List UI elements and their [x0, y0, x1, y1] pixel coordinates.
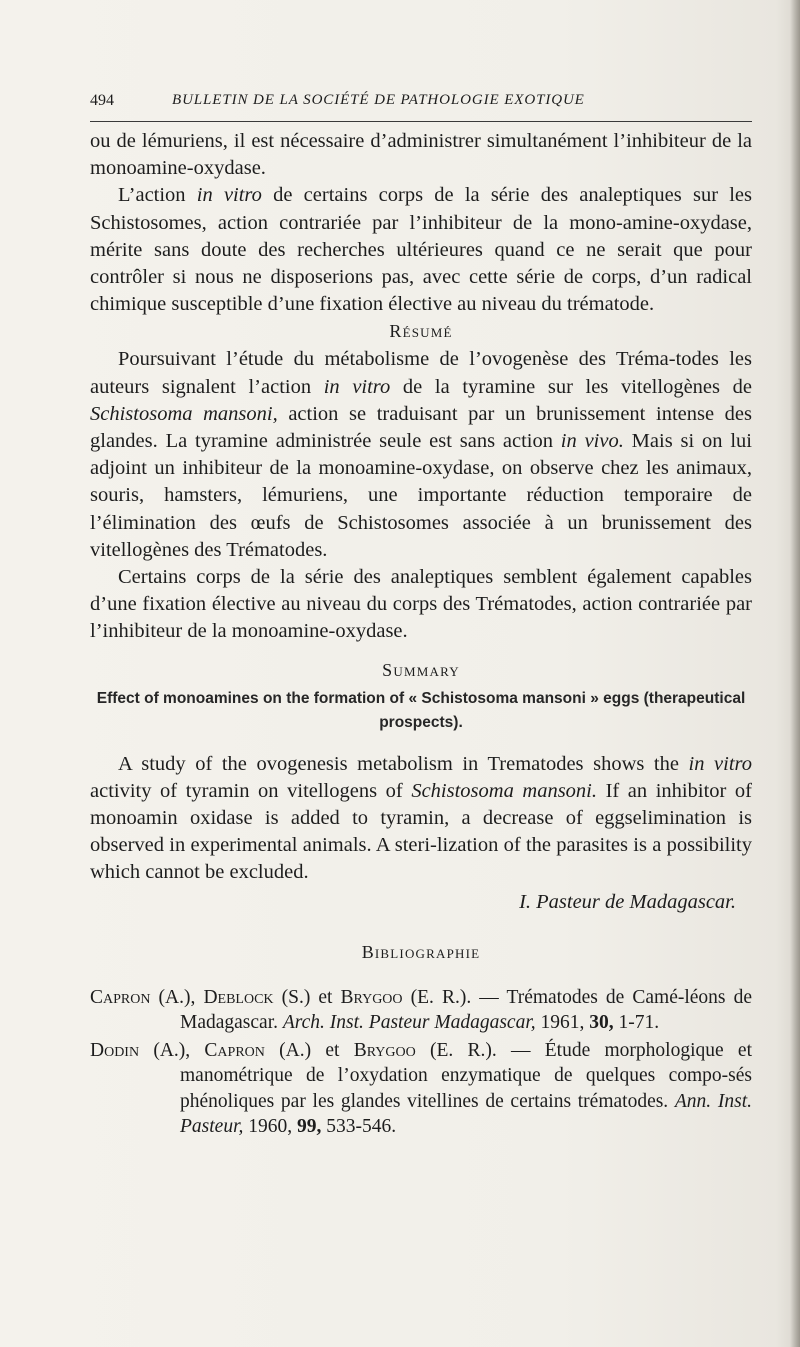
italic-run: Schistosoma mansoni, [90, 402, 278, 425]
text-run: (A.), [150, 986, 204, 1008]
bibliography-heading: Bibliographie [361, 941, 481, 962]
text-run: action se traduisant par un brunissement intense des glandes. La tyramine administrée seule est sans action [90, 402, 752, 453]
text-run: (E. R.). — Étude morphologique et manométrique de l’oxydation enzymatique de quelques compo-sés phénoliques par les glandes vitellines de certains trématodes. [180, 1039, 752, 1112]
text-run: (A.) et [264, 1039, 354, 1061]
journal-name: Arch. Inst. Pasteur Madagascar, [282, 1012, 536, 1034]
italic-run: in vivo. [560, 430, 624, 453]
author-affiliation: I. Pasteur de Madagascar. [519, 890, 736, 913]
text-run: activity of tyramin on vitellogens of [90, 779, 412, 802]
resume-paragraph-1 [90, 346, 752, 564]
volume-number: 99, [297, 1116, 322, 1138]
page-edge-shadow [790, 0, 800, 1347]
italic-run: Schistosoma mansoni. [411, 779, 597, 802]
text-run: de certains corps de la série des analeptiques sur les Schistosomes, action contrariée par l’inhibiteur de la mono-amine-oxydase, mérite sans doute des recherches ultérieures quand ce ne serait que pour contrôler si nous ne disposerions pas, avec cette série de corps, d’un radical chimique susceptible d’une fixation élective au niveau du trématode. [90, 184, 753, 316]
intro-paragraph-2 [90, 182, 752, 318]
reference-1 [90, 985, 752, 1036]
reference-2 [90, 1038, 752, 1140]
journal-name: Ann. Inst. Pasteur, [180, 1090, 752, 1138]
resume-paragraph-2: Certains corps de la série des analeptiques semblent également capables d’une fixation élective au niveau du corps des Trématodes, action contrariée par l’inhibiteur de la monoamine-oxydase. [90, 566, 752, 643]
text-run: (S.) et [273, 986, 341, 1008]
summary-paragraph [90, 751, 752, 887]
author-name: Brygoo [340, 986, 403, 1008]
text-run: 533-546. [321, 1116, 397, 1138]
header-rule [90, 121, 752, 122]
volume-number: 30, [589, 1012, 614, 1034]
text-run: A study of the ovogenesis metabolism in Trematodes shows the [118, 752, 689, 775]
text-run: 1961, [535, 1012, 590, 1034]
text-run: (A.), [139, 1039, 205, 1061]
text-run: (E. R.). — Trématodes de Camé-léons de Madagascar. [180, 986, 752, 1034]
author-name: Deblock [203, 986, 274, 1008]
author-name: Capron [204, 1039, 265, 1061]
resume-heading: Résumé [389, 321, 453, 342]
text-run: 1960, [243, 1116, 297, 1138]
italic-run: in vitro [688, 752, 752, 775]
text-run: Mais si on lui adjoint un inhibiteur de la monoamine-oxydase, on observe chez les animaux, souris, hamsters, lémuriens, une importante réduction temporaire de l’élimination des œufs de Schistosomes associée à un brunissement des vitellogènes des Trématodes. [90, 430, 752, 561]
italic-run: in vitro [196, 184, 262, 207]
text-run: L’action [118, 184, 197, 207]
italic-run: in vitro [323, 375, 391, 398]
author-name: Capron [90, 986, 151, 1008]
text-run: Poursuivant l’étude du métabolisme de l’ovogenèse des Tréma-todes les auteurs signalent l’action [90, 348, 752, 398]
summary-heading: Summary [382, 659, 460, 680]
text-run: de la tyramine sur les vitellogènes de [390, 375, 752, 398]
page-number: 494 [90, 92, 114, 109]
author-name: Brygoo [353, 1039, 416, 1061]
running-header [90, 92, 752, 118]
journal-title: BULLETIN DE LA SOCIÉTÉ DE PATHOLOGIE EXOTIQUE [172, 92, 585, 108]
author-name: Dodin [90, 1039, 140, 1061]
intro-paragraph-1: ou de lémuriens, il est nécessaire d’administrer simultanément l’inhibiteur de la monoamine-oxydase. [90, 130, 752, 180]
text-run: 1-71. [613, 1012, 660, 1034]
text-run: If an inhibitor of monoamin oxidase is added to tyramin, a decrease of eggselimination is observed in experimental animals. A steri-lization of the parasites is a possibility which cannot be excluded. [90, 779, 752, 884]
summary-subtitle: Effect of monoamines on the formation of « Schistosoma mansoni » eggs (therapeutical prospects). [96, 689, 746, 731]
article-body [90, 128, 752, 1140]
